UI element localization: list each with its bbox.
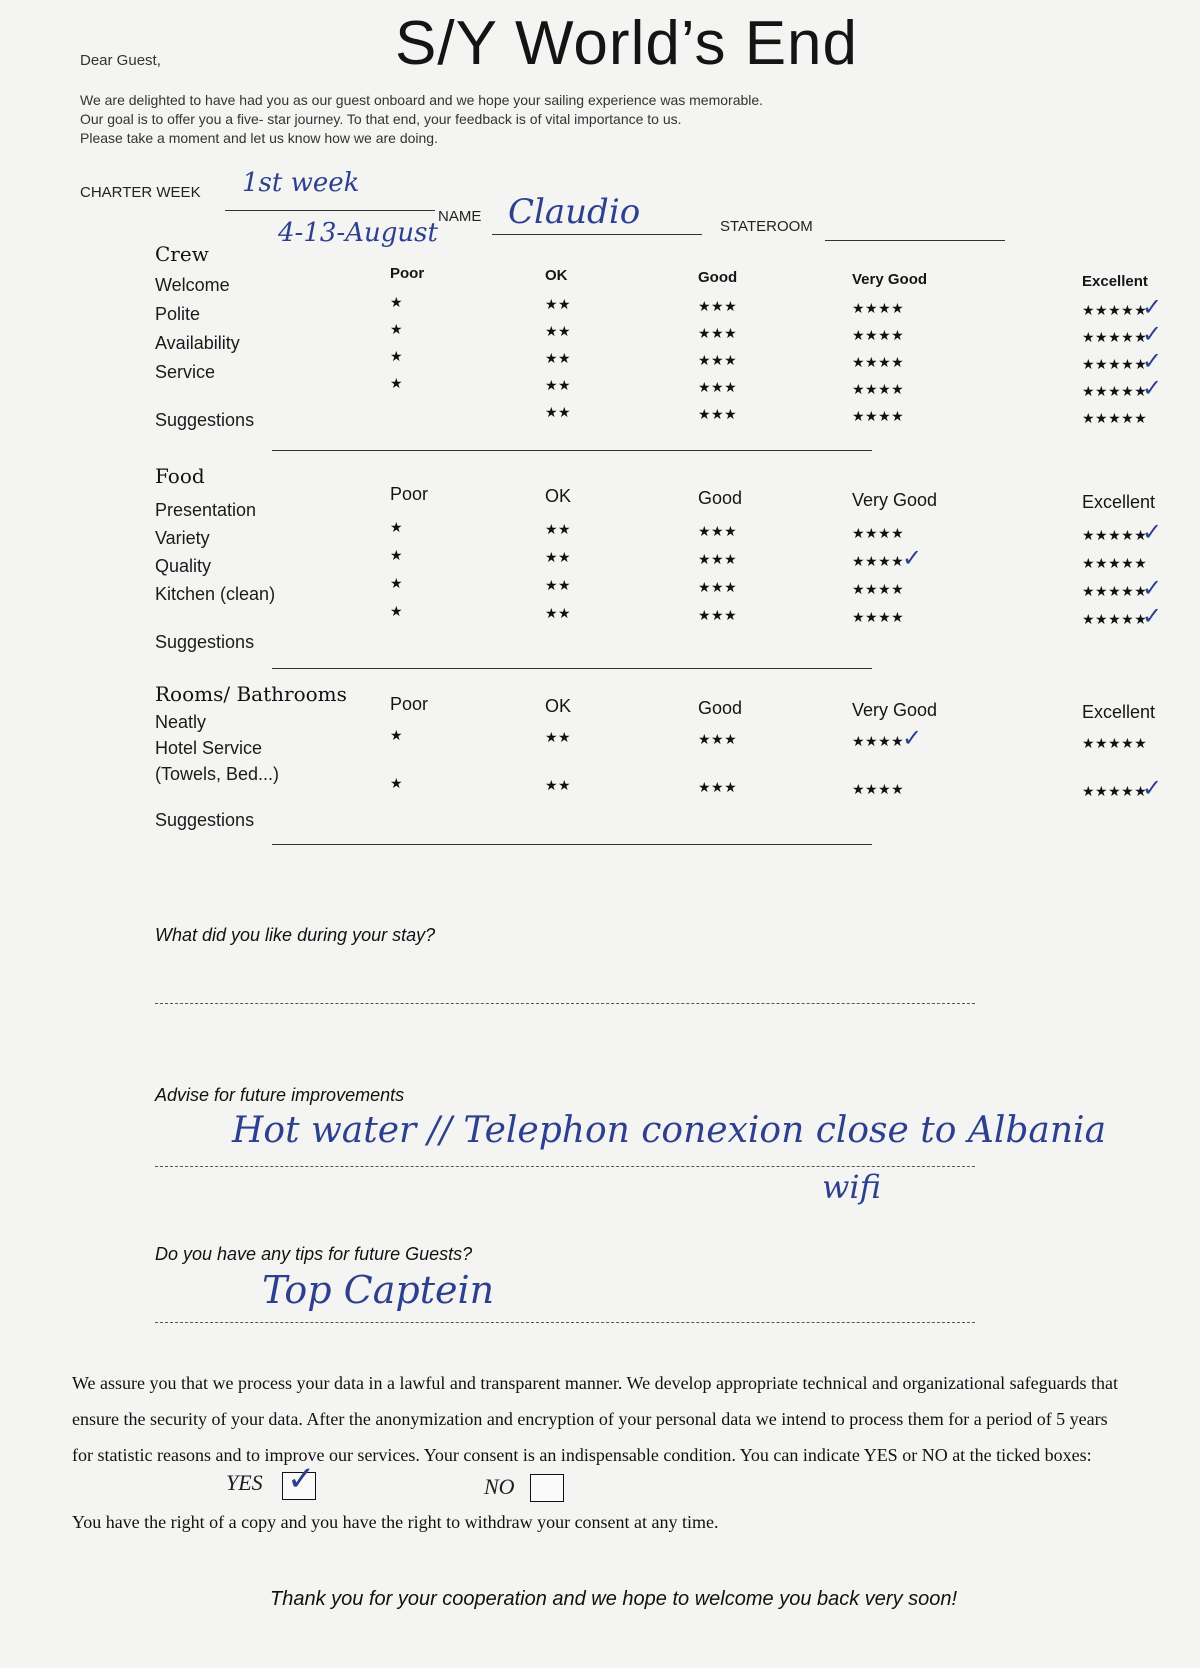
star-rating-option[interactable]: ★★★: [698, 380, 738, 396]
column-header: Very Good: [852, 700, 938, 720]
stateroom-line[interactable]: [825, 240, 1005, 241]
charter-week-value-2[interactable]: 4-13-August: [278, 218, 438, 248]
star-rating-option[interactable]: ★★★★★: [1082, 784, 1148, 800]
rating-check-mark: ✓: [1142, 320, 1163, 348]
star-rating-option[interactable]: ★: [390, 576, 404, 592]
star-rating-option[interactable]: ★★★★: [852, 582, 905, 598]
star-rating-option[interactable]: ★★★★: [852, 328, 905, 344]
name-label: NAME: [438, 208, 482, 225]
rating-check-mark: ✓: [1142, 574, 1163, 602]
rating-item-label: (Towels, Bed...): [155, 764, 280, 784]
star-rating-option[interactable]: ★★: [545, 324, 572, 340]
star-rating-option[interactable]: ★: [390, 349, 404, 365]
question-advise: Advise for future improvements: [155, 1085, 405, 1105]
suggestions-label: Suggestions: [155, 810, 255, 830]
rating-item-label: Presentation: [155, 500, 257, 520]
question-tips: Do you have any tips for future Guests?: [155, 1244, 473, 1264]
star-rating-option[interactable]: ★★: [545, 351, 572, 367]
stateroom-label: STATEROOM: [720, 218, 813, 235]
yes-check-mark: ✓: [287, 1459, 316, 1499]
rating-item-label: Welcome: [155, 275, 230, 295]
star-rating-option[interactable]: ★★★: [698, 780, 738, 796]
question-liked: What did you like during your stay?: [155, 925, 436, 945]
rating-check-mark: ✓: [902, 544, 923, 572]
closing-message: Thank you for your cooperation and we hope to welcome you back very soon!: [270, 1588, 958, 1610]
form-title: S/Y World’s End: [395, 9, 859, 78]
star-rating-option[interactable]: ★★: [545, 297, 572, 313]
star-rating-option[interactable]: ★★★★★: [1082, 357, 1148, 373]
answer-advise-line-1[interactable]: Hot water // Telephon conexion close to Albania: [232, 1110, 1107, 1151]
charter-week-label: CHARTER WEEK: [80, 184, 201, 201]
answer-line-advise[interactable]: [155, 1166, 975, 1167]
column-header: Excellent: [1082, 702, 1156, 722]
star-rating-option[interactable]: ★★★: [698, 552, 738, 568]
column-header: Good: [698, 488, 743, 508]
star-rating-option[interactable]: ★★: [545, 522, 572, 538]
star-rating-option[interactable]: ★★: [545, 405, 572, 421]
name-line: [492, 234, 702, 235]
star-rating-option[interactable]: ★★: [545, 578, 572, 594]
column-header: OK: [545, 696, 572, 716]
no-label: NO: [484, 1474, 515, 1499]
star-rating-option[interactable]: ★★: [545, 730, 572, 746]
star-rating-option[interactable]: ★★★★: [852, 382, 905, 398]
star-rating-option[interactable]: ★★: [545, 550, 572, 566]
intro-line-1: We are delighted to have had you as our guest onboard and we hope your sailing experience was memorable.: [80, 92, 764, 108]
star-rating-option[interactable]: ★★★★★: [1082, 612, 1148, 628]
star-rating-option[interactable]: ★★★: [698, 732, 738, 748]
rating-check-mark: ✓: [1142, 374, 1163, 402]
column-header: Good: [698, 269, 738, 286]
star-rating-option[interactable]: ★★★★: [852, 610, 905, 626]
rating-check-mark: ✓: [902, 724, 923, 752]
star-rating-option[interactable]: ★★★★★: [1082, 556, 1148, 572]
rating-check-mark: ✓: [1142, 293, 1163, 321]
yes-checkbox[interactable]: [282, 1459, 316, 1500]
star-rating-option[interactable]: ★★: [545, 378, 572, 394]
yes-label: YES: [226, 1470, 263, 1495]
star-rating-option[interactable]: ★★★★: [852, 734, 905, 750]
star-rating-option[interactable]: ★★★★★: [1082, 528, 1148, 544]
consent-line-2: ensure the security of your data. After the anonymization and encryption of your personal data we intend to process them for a period of 5 years: [72, 1409, 1108, 1429]
column-header: Excellent: [1082, 273, 1148, 290]
star-rating-option[interactable]: ★★★★★: [1082, 411, 1148, 427]
star-rating-option[interactable]: ★★★: [698, 353, 738, 369]
star-rating-option[interactable]: ★★★: [698, 608, 738, 624]
answer-line-tips[interactable]: [155, 1322, 975, 1323]
star-rating-option[interactable]: ★: [390, 728, 404, 744]
intro-line-2: Our goal is to offer you a five- star journey. To that end, your feedback is of vital importance to us.: [80, 111, 682, 127]
star-rating-option[interactable]: ★★★: [698, 326, 738, 342]
star-rating-option[interactable]: ★: [390, 322, 404, 338]
star-rating-option[interactable]: ★★★★: [852, 554, 905, 570]
suggestions-label: Suggestions: [155, 410, 255, 430]
star-rating-option[interactable]: ★★★★: [852, 301, 905, 317]
rating-item-label: Polite: [155, 304, 201, 324]
star-rating-option[interactable]: ★★★★★: [1082, 303, 1148, 319]
star-rating-option[interactable]: ★★★★★: [1082, 736, 1148, 752]
star-rating-option[interactable]: ★★★★: [852, 355, 905, 371]
no-checkbox[interactable]: [530, 1474, 564, 1502]
answer-line-liked[interactable]: [155, 1003, 975, 1004]
intro-line-3: Please take a moment and let us know how we are doing.: [80, 130, 438, 146]
star-rating-option[interactable]: ★: [390, 604, 404, 620]
column-header: OK: [545, 486, 572, 506]
rating-item-label: Service: [155, 362, 216, 382]
star-rating-option[interactable]: ★★★★★: [1082, 584, 1148, 600]
star-rating-option[interactable]: ★★★★★: [1082, 384, 1148, 400]
star-rating-option[interactable]: ★★: [545, 606, 572, 622]
rating-item-label: Variety: [155, 528, 210, 548]
rating-item-label: Neatly: [155, 712, 207, 732]
consent-line-3: for statistic reasons and to improve our services. Your consent is an indispensable condition. You can indicate YES or NO at the ticked boxes:: [72, 1445, 1092, 1465]
rating-item-label: Hotel Service: [155, 738, 263, 758]
star-rating-option[interactable]: ★: [390, 295, 404, 311]
suggestions-line[interactable]: [272, 450, 872, 451]
column-header: Poor: [390, 484, 429, 504]
star-rating-option[interactable]: ★: [390, 776, 404, 792]
rating-check-mark: ✓: [1142, 347, 1163, 375]
rating-item-label: Kitchen (clean): [155, 584, 276, 604]
star-rating-option[interactable]: ★★★: [698, 299, 738, 315]
suggestions-line[interactable]: [272, 844, 872, 845]
star-rating-option[interactable]: ★: [390, 376, 404, 392]
star-rating-option[interactable]: ★★★★: [852, 782, 905, 798]
column-header: Good: [698, 698, 743, 718]
column-header: Poor: [390, 694, 429, 714]
rating-item-label: Quality: [155, 556, 212, 576]
star-rating-option[interactable]: ★★★: [698, 580, 738, 596]
column-header: OK: [545, 267, 568, 284]
column-header: Very Good: [852, 490, 938, 510]
answer-tips[interactable]: Top Captein: [262, 1268, 495, 1312]
charter-week-line: [225, 210, 435, 211]
greeting: Dear Guest,: [80, 52, 161, 69]
consent-rights: You have the right of a copy and you have the right to withdraw your consent at any time.: [72, 1512, 719, 1532]
star-rating-option[interactable]: ★★★: [698, 407, 738, 423]
name-value[interactable]: Claudio: [508, 192, 641, 232]
column-header: Excellent: [1082, 492, 1156, 512]
star-rating-option[interactable]: ★: [390, 548, 404, 564]
section-title: Rooms/ Bathrooms: [155, 682, 347, 706]
suggestions-label: Suggestions: [155, 632, 255, 652]
charter-week-value-1[interactable]: 1st week: [242, 168, 360, 198]
consent-line-1: We assure you that we process your data in a lawful and transparent manner. We develop appropriate technical and organizational safeguards that: [72, 1373, 1119, 1393]
column-header: Poor: [390, 265, 425, 282]
star-rating-option[interactable]: ★: [390, 520, 404, 536]
answer-advise-line-2[interactable]: wifi: [822, 1168, 881, 1206]
star-rating-option[interactable]: ★★★: [698, 524, 738, 540]
star-rating-option[interactable]: ★★: [545, 778, 572, 794]
column-header: Very Good: [852, 271, 928, 288]
suggestions-line[interactable]: [272, 668, 872, 669]
star-rating-option[interactable]: ★★★★★: [1082, 330, 1148, 346]
rating-check-mark: ✓: [1142, 602, 1163, 630]
rating-check-mark: ✓: [1142, 774, 1163, 802]
star-rating-option[interactable]: ★★★★: [852, 526, 905, 542]
star-rating-option[interactable]: ★★★★: [852, 409, 905, 425]
rating-item-label: Availability: [155, 333, 240, 353]
rating-check-mark: ✓: [1142, 518, 1163, 546]
section-title: Food: [155, 464, 205, 488]
section-title: Crew: [155, 242, 209, 266]
